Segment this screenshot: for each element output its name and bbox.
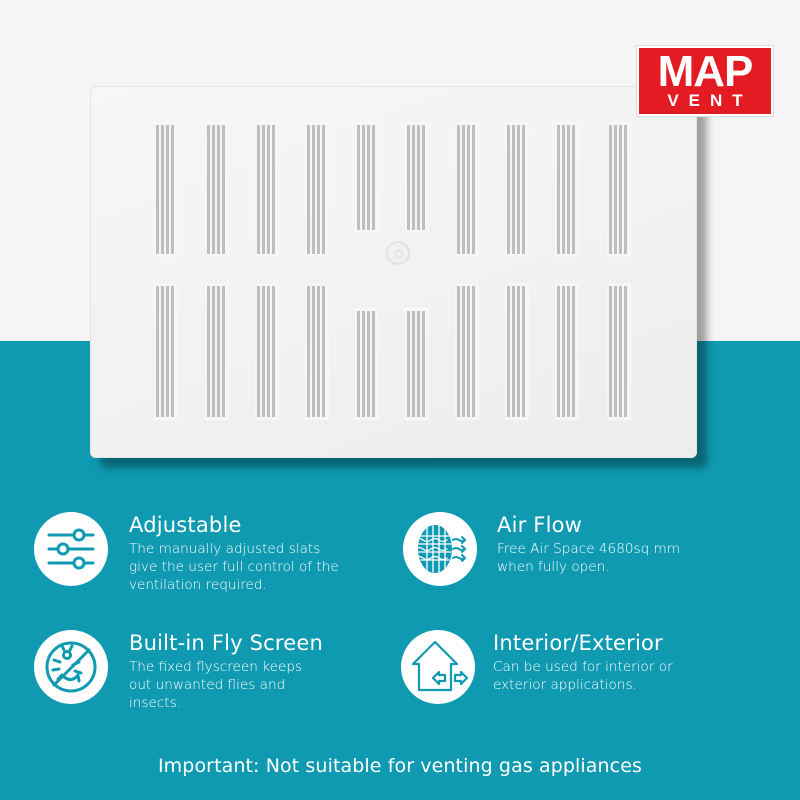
vent-slat-bottom [305,283,329,420]
vent-slat-bottom [355,308,379,420]
feature-description: The manually adjusted slats give the user full control of the ventilation required. [129,541,339,593]
vent-slat-top [255,122,279,257]
no-insects-icon [34,630,108,704]
feature-interior-exterior [401,630,673,704]
vent-slat-top [505,122,529,257]
feature-description: Can be used for interior or exterior applications. [493,659,673,693]
feature-title: Interior/Exterior [493,631,663,655]
vent-slat-bottom [555,283,579,420]
feature-adjustable [34,512,339,594]
vent-slat-top [555,122,579,257]
vent-slat-bottom [455,283,479,420]
vent-slat-bottom [405,308,429,420]
vent-slat-top [205,122,229,257]
vent-slat-bottom [607,283,631,420]
airflow-icon [403,512,477,586]
feature-fly-screen [34,630,323,712]
brand-logo [637,46,773,116]
sliders-icon [34,512,108,586]
feature-title: Adjustable [129,513,242,537]
feature-description: The fixed flyscreen keeps out unwanted flies and insects. [129,659,303,711]
vent-slat-top [607,122,631,257]
vent-slat-bottom [205,283,229,420]
product-vent-image [90,86,697,458]
vent-slat-bottom [505,283,529,420]
vent-adjuster-knob [386,241,410,265]
vent-slat-bottom [154,283,178,420]
vent-slat-top [154,122,178,257]
vent-slat-top [305,122,329,257]
vent-slat-top [405,122,429,233]
feature-description: Free Air Space 4680sq mm when fully open. [497,541,681,575]
vent-slat-bottom [255,283,279,420]
vent-slat-top [455,122,479,257]
feature-title: Built-in Fly Screen [129,631,324,655]
logo-text-vent: VENT [667,91,753,110]
logo-text-map: MAP [657,47,753,96]
feature-air-flow [403,512,680,586]
house-interior-exterior-icon [401,630,475,704]
feature-title: Air Flow [497,513,583,537]
vent-slat-top [355,122,379,233]
important-notice: Important: Not suitable for venting gas appliances [157,755,643,777]
